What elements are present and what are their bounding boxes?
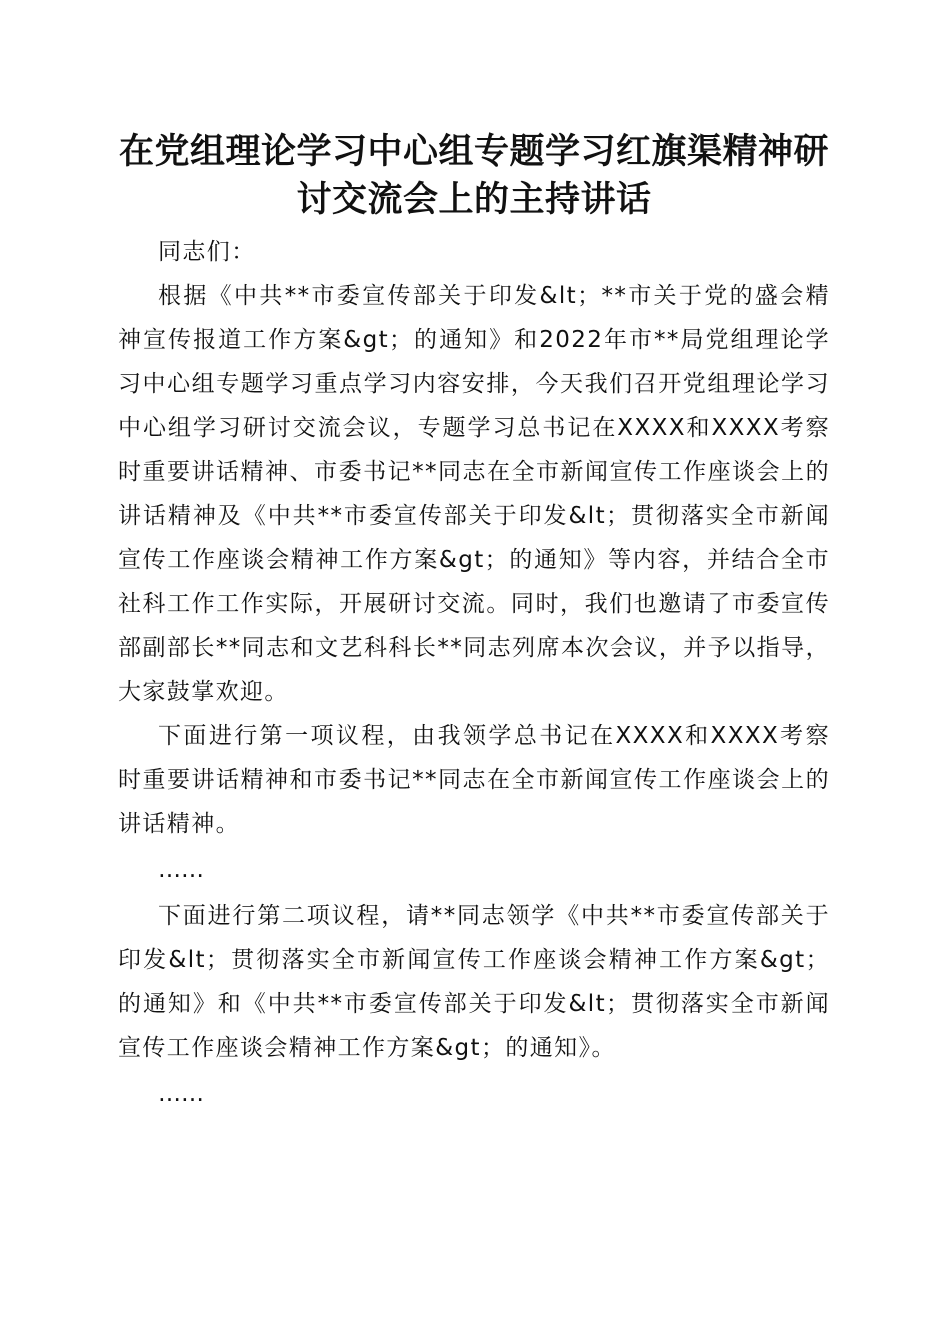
document-title xyxy=(118,128,830,224)
paragraph-3: 下面进行第二项议程，请**同志领学《中共**市委宣传部关于印发&lt；贯彻落实全市新闻宣传工作座谈会精神工作方案&gt；的通知》和《中共**市委宣传部关于印发&lt；贯彻落实全市新闻宣传工作座谈会精神工作方案&gt；的通知》。 xyxy=(118,903,830,1061)
ellipsis-2: …… xyxy=(158,1081,204,1107)
ellipsis-1: …… xyxy=(158,857,204,883)
title-line-1: 在党组理论学习中心组专题学习红旗渠精神研 xyxy=(118,131,829,172)
document-page xyxy=(118,128,830,1118)
salutation: 同志们： xyxy=(158,239,256,265)
title-line-2: 讨交流会上的主持讲话 xyxy=(296,179,652,220)
paragraph-1: 根据《中共**市委宣传部关于印发&lt；**市关于党的盛会精神宣传报道工作方案&gt；的通知》和2022年市**局党组理论学习中心组专题学习重点学习内容安排，今天我们召开党组理论学习中心组学习研讨交流会议，专题学习总书记在XXXX和XXXX考察时重要讲话精神、市委书记**同志在全市新闻宣传工作座谈会上的讲话精神及《中共**市委宣传部关于印发&lt；贯彻落实全市新闻宣传工作座谈会精神工作方案&gt；的通知》等内容，并结合全市社科工作工作实际，开展研讨交流。同时，我们也邀请了市委宣传部副部长**同志和文艺科科长**同志列席本次会议，并予以指导，大家鼓掌欢迎。 xyxy=(118,283,830,705)
paragraph-2: 下面进行第一项议程，由我领学总书记在XXXX和XXXX考察时重要讲话精神和市委书记**同志在全市新闻宣传工作座谈会上的讲话精神。 xyxy=(118,723,830,837)
